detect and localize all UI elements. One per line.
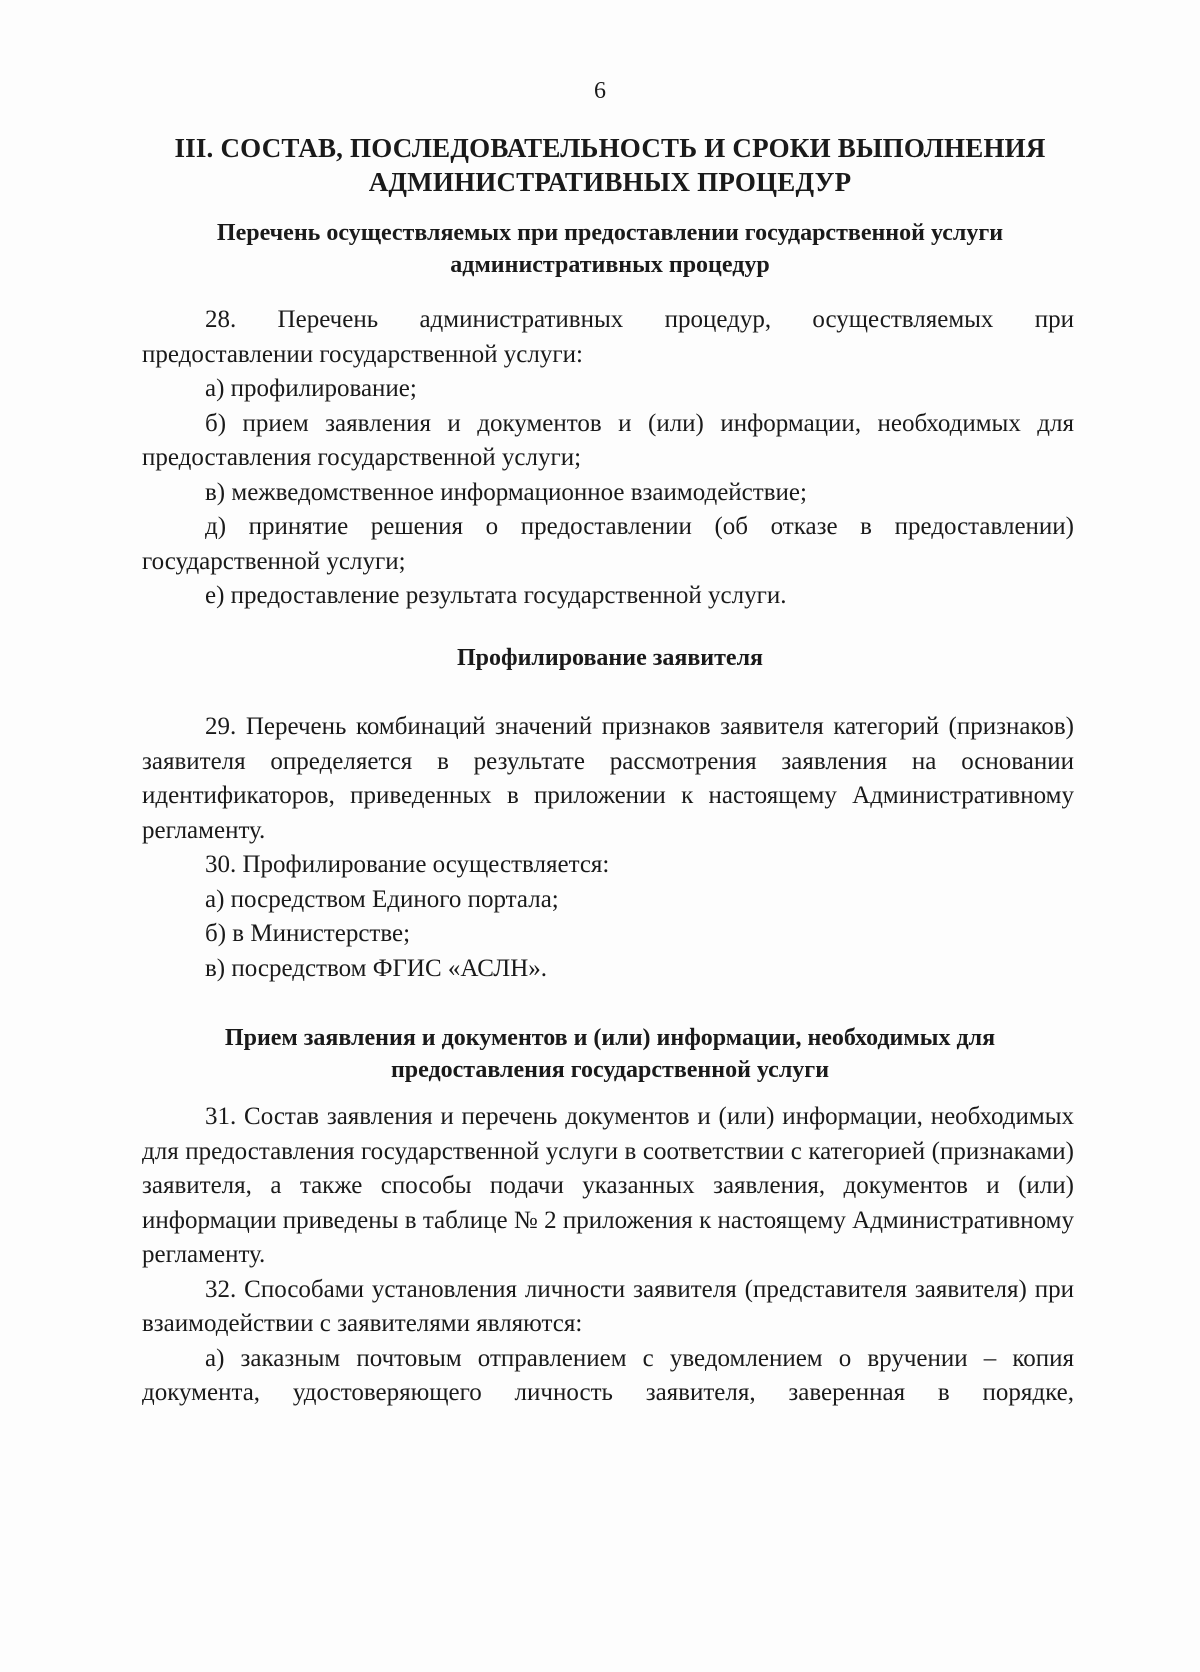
subsection-heading-application: Прием заявления и документов и (или) информации, необходимых для предоставления государственной услуги [224,1025,996,1083]
procedures-list [142,303,1074,614]
paragraph-28: 28. Перечень административных процедур, осуществляемых при предоставлении государственной услуги: [142,306,1074,368]
list-item-b: б) прием заявления и документов и (или) информации, необходимых для предоставления государственной услуги; [142,409,1074,471]
list-item-v: в) межведомственное информационное взаимодействие; [205,478,807,506]
list-item-a: а) профилирование; [205,375,417,402]
paragraph-29: 29. Перечень комбинаций значений признаков заявителя категорий (признаков) заявителя определяется в результате рассмотрения заявления на основании идентификаторов, приведенных в приложении к настоящему Административному регламенту. [142,713,1074,844]
list-item-e: е) предоставление результата государственной услуги. [205,582,787,609]
identity-item-a: а) заказным почтовым отправлением с уведомлением о вручении – копия документа, удостоверяющего личность заявителя, заверенная в порядке, [142,1344,1074,1406]
subsection-heading-procedures: Перечень осуществляемых при предоставлении государственной услуги административных процедур [216,220,1004,278]
profiling-item-b: б) в Министерстве; [205,920,411,947]
application-text [142,1100,1074,1411]
page-number: 6 [594,78,606,104]
profiling-item-v: в) посредством ФГИС «АСЛН». [205,954,548,982]
profiling-text [142,710,1074,986]
subsection-heading-profiling: Профилирование заявителя [456,645,764,671]
profiling-item-a: а) посредством Единого портала; [205,885,559,913]
section-title: III. СОСТАВ, ПОСЛЕДОВАТЕЛЬНОСТЬ И СРОКИ ВЫПОЛНЕНИЯ АДМИНИСТРАТИВНЫХ ПРОЦЕДУР [174,133,1046,197]
paragraph-31: 31. Состав заявления и перечень документов и (или) информации, необходимых для предоставления государственной услуги в соответствии с категорией (признаками) заявителя, а также способы подачи указанных заявления, документов и (или) информации приведены в таблице № 2 приложения к настоящему Административному регламенту. [142,1103,1074,1268]
paragraph-32: 32. Способами установления личности заявителя (представителя заявителя) при взаимодействии с заявителями являются: [142,1275,1074,1337]
paragraph-30: 30. Профилирование осуществляется: [205,851,610,878]
list-item-d: д) принятие решения о предоставлении (об отказе в предоставлении) государственной услуги; [142,513,1074,575]
